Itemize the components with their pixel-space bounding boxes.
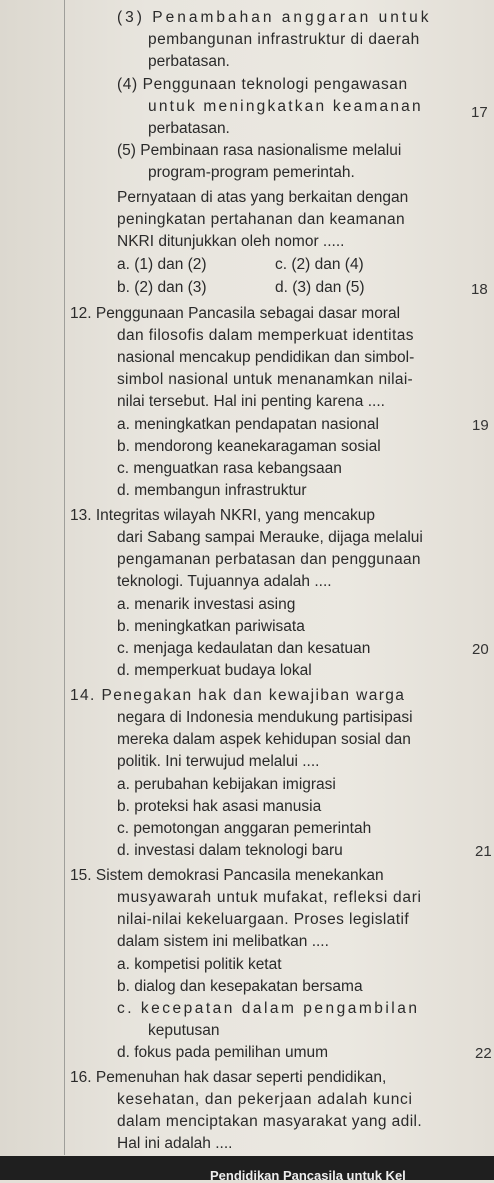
text-line: a. menarik investasi asing xyxy=(117,596,296,613)
text-line: b. proteksi hak asasi manusia xyxy=(117,798,322,815)
text-line: 16. Pemenuhan hak dasar seperti pendidikan, xyxy=(70,1069,387,1086)
text-line: a. meningkatkan pendapatan nasional xyxy=(117,416,379,433)
text-line: (5) Pembinaan rasa nasionalisme melalui xyxy=(117,142,402,159)
text-line: kesehatan, dan pekerjaan adalah kunci xyxy=(117,1091,413,1108)
text-line: nilai-nilai kekeluargaan. Proses legislatif xyxy=(117,911,410,928)
text-line: Hal ini adalah .... xyxy=(117,1135,233,1152)
text-line: c. menjaga kedaulatan dan kesatuan xyxy=(117,640,371,657)
text-line: pembangunan infrastruktur di daerah xyxy=(148,31,420,48)
text-line: perbatasan. xyxy=(148,120,230,137)
page-footer-text: Pendidikan Pancasila untuk Kel xyxy=(210,1168,406,1183)
side-number: 19 xyxy=(472,417,489,434)
text-line: b. dialog dan kesepakatan bersama xyxy=(117,978,363,995)
text-line: 12. Penggunaan Pancasila sebagai dasar moral xyxy=(70,305,401,322)
text-line: b. mendorong keanekaragaman sosial xyxy=(117,438,381,455)
text-line: dan filosofis dalam memperkuat identitas xyxy=(117,327,414,344)
text-line: b. (2) dan (3) xyxy=(117,279,207,296)
text-line: dalam menciptakan masyarakat yang adil. xyxy=(117,1113,423,1130)
text-line: d. (3) dan (5) xyxy=(275,279,365,296)
text-line: untuk meningkatkan keamanan xyxy=(148,98,423,115)
text-line: politik. Ini terwujud melalui .... xyxy=(117,753,320,770)
text-line: program-program pemerintah. xyxy=(148,164,355,181)
side-number: 18 xyxy=(471,281,488,298)
text-line: d. fokus pada pemilihan umum xyxy=(117,1044,329,1061)
text-line: d. memperkuat budaya lokal xyxy=(117,662,312,679)
text-line: (4) Penggunaan teknologi pengawasan xyxy=(117,76,408,93)
text-line: negara di Indonesia mendukung partisipasi xyxy=(117,709,413,726)
text-line: c. pemotongan anggaran pemerintah xyxy=(117,820,372,837)
text-line: a. (1) dan (2) xyxy=(117,256,207,273)
text-line: c. (2) dan (4) xyxy=(275,256,364,273)
text-line: pengamanan perbatasan dan penggunaan xyxy=(117,551,421,568)
text-line: dari Sabang sampai Merauke, dijaga melalui xyxy=(117,529,423,546)
page-margin-line xyxy=(64,0,65,1155)
text-line: nasional mencakup pendidikan dan simbol- xyxy=(117,349,415,366)
text-line: a. kompetisi politik ketat xyxy=(117,956,282,973)
text-line: a. perubahan kebijakan imigrasi xyxy=(117,776,336,793)
text-line: 14. Penegakan hak dan kewajiban warga xyxy=(70,687,406,704)
text-line: perbatasan. xyxy=(148,53,230,70)
text-line: nilai tersebut. Hal ini penting karena .... xyxy=(117,393,385,410)
text-line: mereka dalam aspek kehidupan sosial dan xyxy=(117,731,411,748)
text-line: peningkatan pertahanan dan keamanan xyxy=(117,211,406,228)
text-line: (3) Penambahan anggaran untuk xyxy=(117,9,432,26)
side-number: 20 xyxy=(472,641,489,658)
side-number: 17 xyxy=(471,104,488,121)
text-line: keputusan xyxy=(148,1022,220,1039)
text-line: teknologi. Tujuannya adalah .... xyxy=(117,573,332,590)
side-number: 22 xyxy=(475,1045,492,1062)
text-line: d. membangun infrastruktur xyxy=(117,482,307,499)
text-line: 15. Sistem demokrasi Pancasila menekankan xyxy=(70,867,384,884)
text-line: d. investasi dalam teknologi baru xyxy=(117,842,343,859)
text-line: b. meningkatkan pariwisata xyxy=(117,618,305,635)
text-line: musyawarah untuk mufakat, refleksi dari xyxy=(117,889,422,906)
text-line: c. menguatkan rasa kebangsaan xyxy=(117,460,342,477)
text-line: NKRI ditunjukkan oleh nomor ..... xyxy=(117,233,345,250)
side-number: 21 xyxy=(475,843,492,860)
text-line: dalam sistem ini melibatkan .... xyxy=(117,933,329,950)
text-line: Pernyataan di atas yang berkaitan dengan xyxy=(117,189,409,206)
text-line: c. kecepatan dalam pengambilan xyxy=(117,1000,420,1017)
text-line: 13. Integritas wilayah NKRI, yang mencakup xyxy=(70,507,375,524)
text-line: simbol nasional untuk menanamkan nilai- xyxy=(117,371,414,388)
